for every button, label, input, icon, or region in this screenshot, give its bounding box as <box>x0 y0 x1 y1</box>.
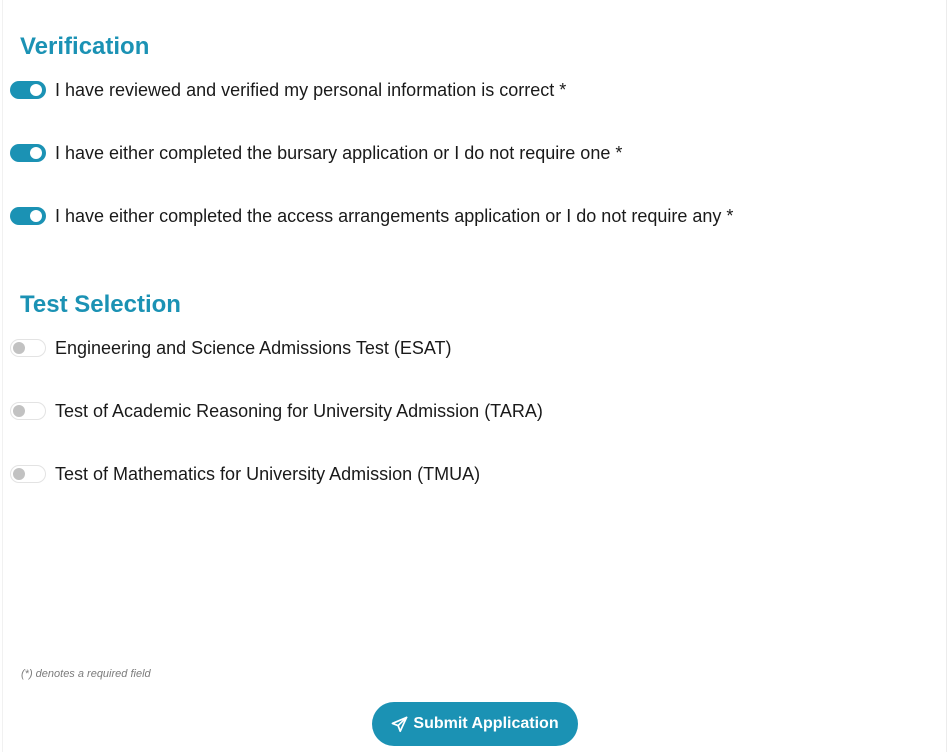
toggle-knob <box>13 468 25 480</box>
toggle-knob <box>13 342 25 354</box>
verification-toggle-row-bursary[interactable] <box>10 141 622 165</box>
toggle-knob <box>30 84 42 96</box>
verification-toggle-row-access-arrangements[interactable] <box>10 204 733 228</box>
submit-application-label: Submit Application <box>413 715 559 732</box>
verify-bursary-toggle[interactable] <box>10 144 46 162</box>
toggle-knob <box>30 147 42 159</box>
test-toggle-row-tmua[interactable] <box>10 462 480 486</box>
submit-application-button[interactable] <box>372 702 578 746</box>
left-border <box>2 0 3 752</box>
verify-personal-info-label: I have reviewed and verified my personal information is correct * <box>55 80 567 100</box>
required-field-note: (*) denotes a required field <box>21 668 151 680</box>
test-esat-label: Engineering and Science Admissions Test (ESAT) <box>55 338 452 358</box>
toggle-knob <box>30 210 42 222</box>
verify-personal-info-toggle[interactable] <box>10 81 46 99</box>
verify-access-arrangements-label: I have either completed the access arrangements application or I do not require any * <box>55 206 734 226</box>
test-selection-heading: Test Selection <box>20 291 181 318</box>
test-toggle-row-tara[interactable] <box>10 399 543 423</box>
test-esat-toggle[interactable] <box>10 339 46 357</box>
test-toggle-row-esat[interactable] <box>10 336 452 360</box>
test-tara-label: Test of Academic Reasoning for University Admission (TARA) <box>55 401 543 421</box>
test-tara-toggle[interactable] <box>10 402 46 420</box>
verification-heading: Verification <box>20 33 150 60</box>
verify-access-arrangements-toggle[interactable] <box>10 207 46 225</box>
test-tmua-label: Test of Mathematics for University Admission (TMUA) <box>55 464 481 484</box>
right-scroll-edge <box>946 0 947 752</box>
verification-toggle-row-personal-info[interactable] <box>10 78 566 102</box>
verify-bursary-label: I have either completed the bursary application or I do not require one * <box>55 143 623 163</box>
toggle-knob <box>13 405 25 417</box>
test-tmua-toggle[interactable] <box>10 465 46 483</box>
paper-plane-icon <box>391 716 408 733</box>
